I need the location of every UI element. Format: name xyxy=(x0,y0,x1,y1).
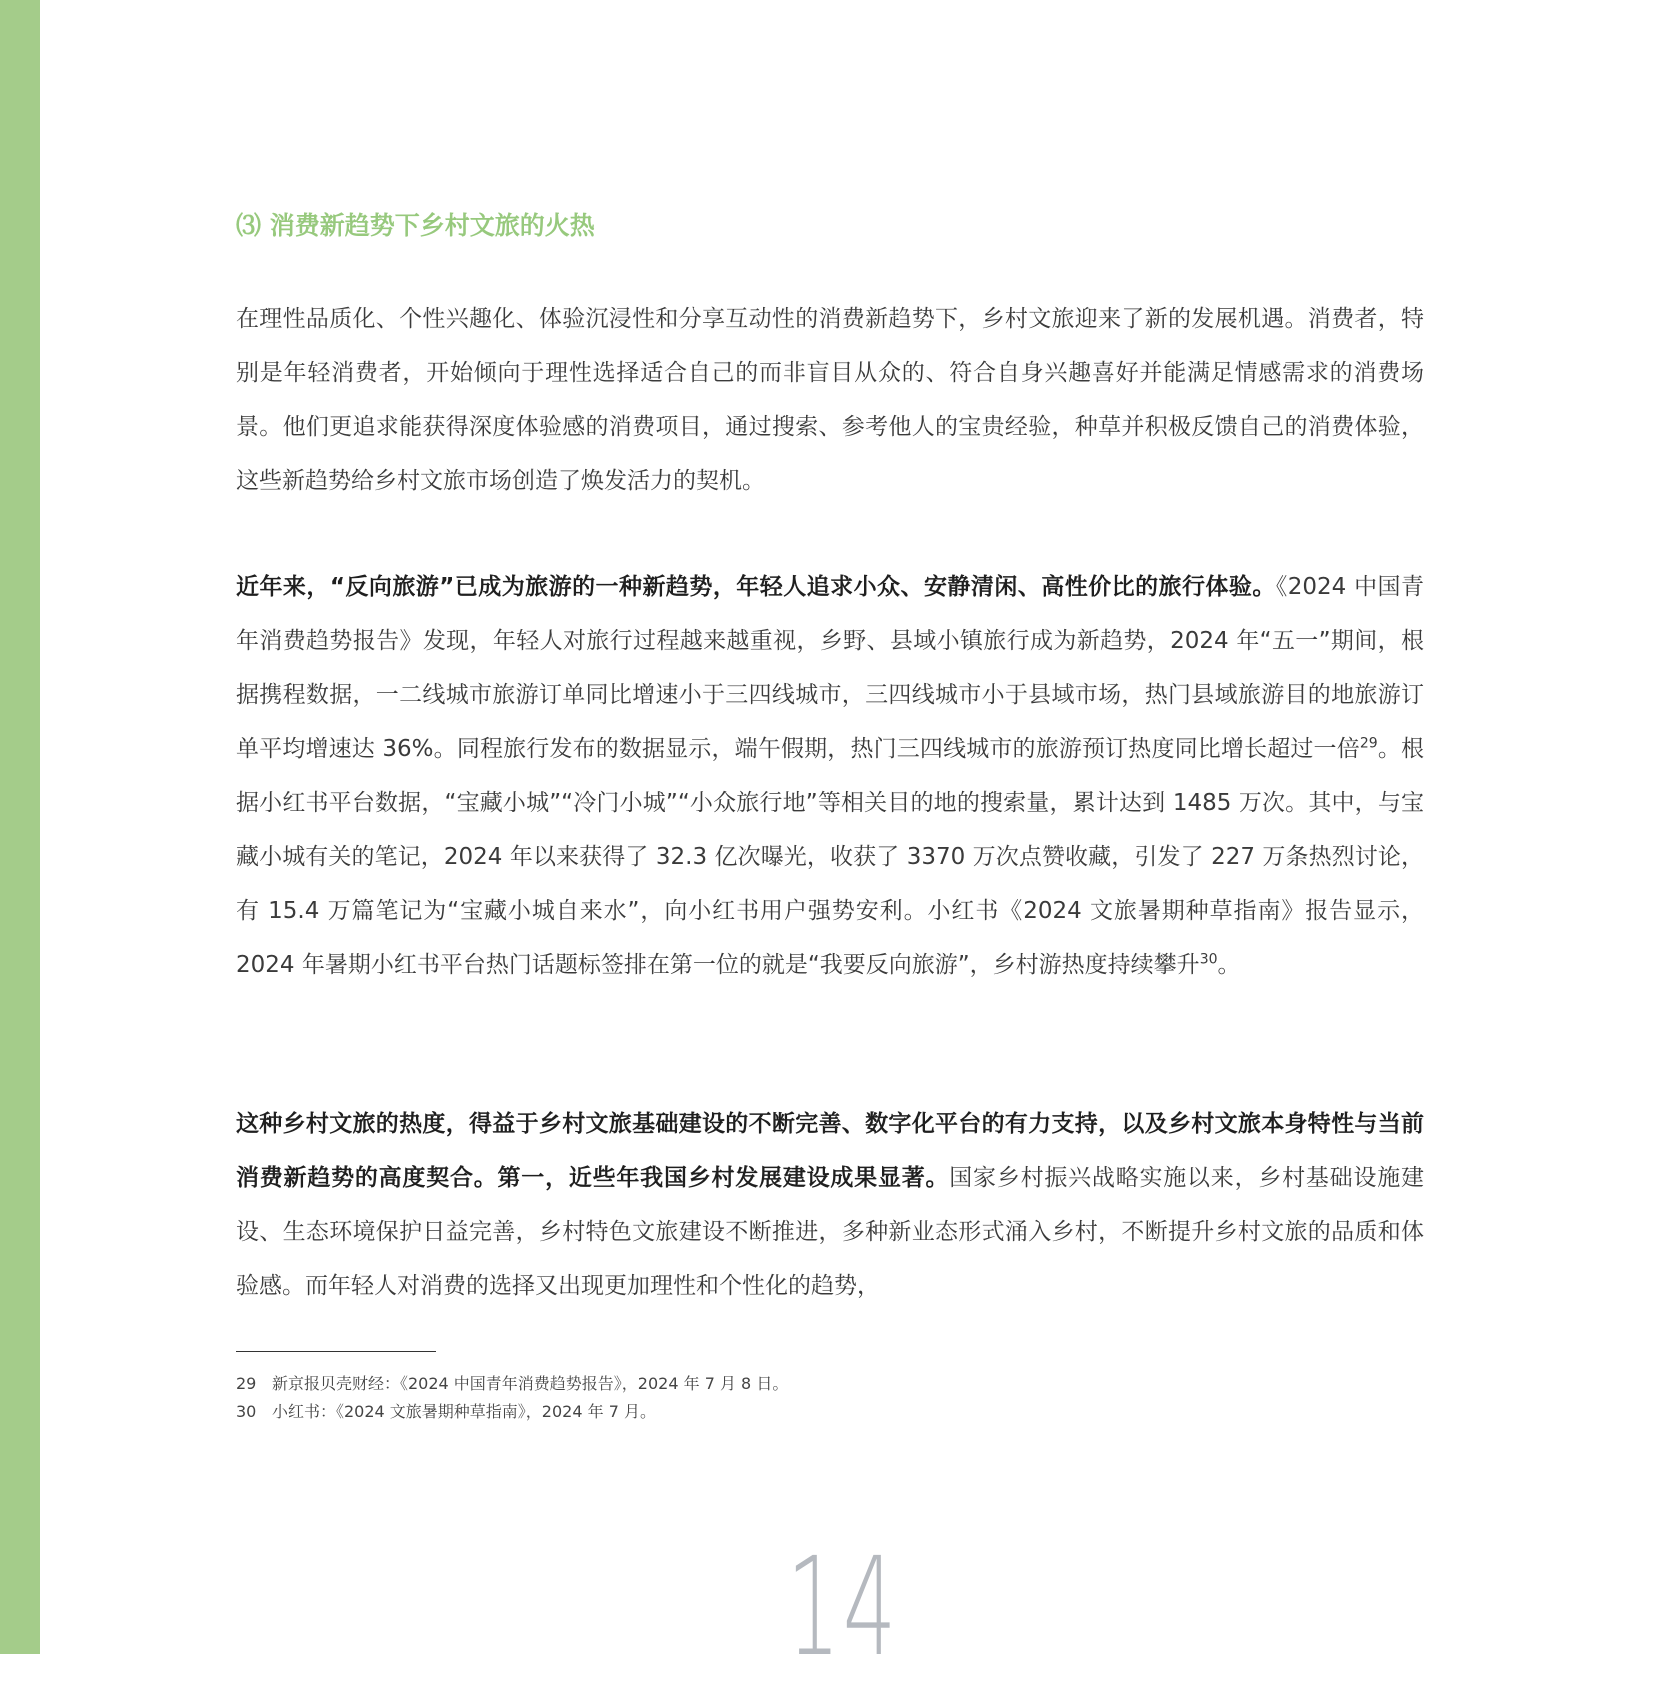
page-number: 14 xyxy=(786,1529,899,1687)
paragraph-body-text: 国家乡村振兴战略实施以来，乡村基础设施建设、生态环境保护日益完善，乡村特色文旅建设不断推进，多种新业态形式涌入乡村，不断提升乡村文旅的品质和体验感。而年轻人对消费的选择又出现更加理性和个性化的趋势， xyxy=(236,1165,1425,1299)
paragraph-lead-bold: 近年来，“反向旅游”已成为旅游的一种新趋势，年轻人追求小众、安静清闲、高性价比的旅行体验。 xyxy=(236,574,1276,600)
side-color-bar xyxy=(0,0,40,1654)
footnote-text: 小红书：《2024 文旅暑期种草指南》，2024 年 7 月。 xyxy=(272,1402,656,1421)
footnote-29 xyxy=(236,1370,1424,1398)
footnote-ref-30: 30 xyxy=(1199,951,1218,968)
paragraph-lead-bold: 这种乡村文旅的热度，得益于乡村文旅基础建设的不断完善、数字化平台的有力支持，以及乡村文旅本身特性与当前消费新趋势的高度契合。第一，近些年我国乡村发展建设成果显著。 xyxy=(236,1111,1424,1191)
paragraph-reverse-tourism xyxy=(236,560,1424,992)
section-heading: ⑶ 消费新趋势下乡村文旅的火热 xyxy=(236,211,595,240)
footnote-number: 30 xyxy=(236,1402,257,1421)
paragraph-body-text: 。 xyxy=(1217,952,1241,978)
paragraph-body-text: 《2024 中国青年消费趋势报告》发现，年轻人对旅行过程越来越重视，乡野、县域小镇旅行成为新趋势，2024 年“五一”期间，根据携程数据，一二线城市旅游订单同比增速小于三四线城市，三四线城市小于县域市场，热门县域旅游目的地旅游订单平均增速达 36%。同程旅行发布的数据显示，端午假期，热门三四线城市的旅游预订热度同比增长超过一倍 xyxy=(236,574,1424,762)
paragraph-consumer-trends: 在理性品质化、个性兴趣化、体验沉浸性和分享互动性的消费新趋势下，乡村文旅迎来了新的发展机遇。消费者，特别是年轻消费者，开始倾向于理性选择适合自己的而非盲目从众的、符合自身兴趣喜好并能满足情感需求的消费场景。他们更追求能获得深度体验感的消费项目，通过搜索、参考他人的宝贵经验，种草并积极反馈自己的消费体验，这些新趋势给乡村文旅市场创造了焕发活力的契机。 xyxy=(236,306,1424,494)
paragraph-body-text: 。根据小红书平台数据，“宝藏小城”“冷门小城”“小众旅行地”等相关目的地的搜索量，累计达到 1485 万次。其中，与宝藏小城有关的笔记，2024 年以来获得了 32.3 亿次曝光，收获了 3370 万次点赞收藏，引发了 227 万条热烈讨论，有 15.4 万篇笔记为“宝藏小城自来水”，向小红书用户强势安利。小红书《2024 文旅暑期种草指南》报告显示，2024 年暑期小红书平台热门话题标签排在第一位的就是“我要反向旅游”，乡村游热度持续攀升 xyxy=(236,736,1424,978)
footnote-divider xyxy=(236,1351,436,1352)
footnote-text: 新京报贝壳财经：《2024 中国青年消费趋势报告》，2024 年 7 月 8 日。 xyxy=(272,1374,789,1393)
footnote-ref-29: 29 xyxy=(1359,735,1378,752)
paragraph-rural-development xyxy=(236,1097,1424,1313)
footnote-number: 29 xyxy=(236,1374,257,1393)
footnote-30 xyxy=(236,1398,1424,1426)
footnotes xyxy=(236,1370,1424,1426)
